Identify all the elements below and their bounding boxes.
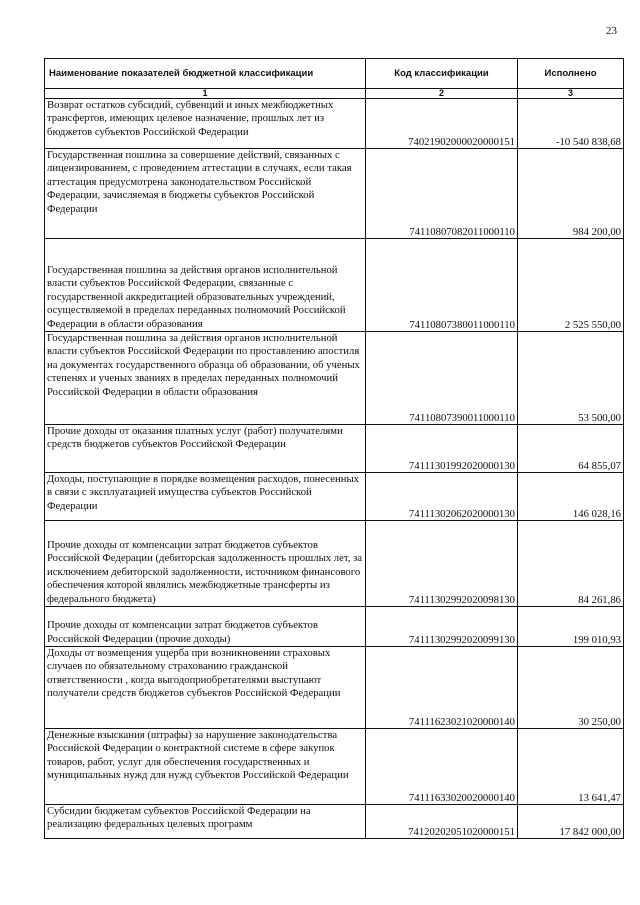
header-row [45, 59, 624, 89]
row-name: Прочие доходы от оказания платных услуг (работ) получателями средств бюджетов субъектов Российской Федерации [45, 425, 366, 473]
row-name: Денежные взыскания (штрафы) за нарушение законодательства Российской Федерации о контрактной системе в сфере закупок товаров, работ, услуг для обеспечения государственных и муниципальных нужд для нужд субъектов Российской Федерации [45, 729, 366, 805]
page-number: 23 [606, 25, 617, 37]
column-number: 3 [518, 89, 624, 99]
row-amount: 2 525 550,00 [518, 239, 624, 332]
table-row [45, 473, 624, 521]
row-code: 74111302992020098130 [366, 521, 518, 607]
table-row [45, 149, 624, 239]
row-name: Государственная пошлина за действия органов исполнительной власти субъектов Российской Федерации, связанные с государственной аккредитацией образовательных учреждений, осуществляемой в пределах переданных полномочий Российской Федерации в области образования [45, 239, 366, 332]
row-name: Прочие доходы от компенсации затрат бюджетов субъектов Российской Федерации (дебиторская задолженность прошлых лет, за исключением дебиторской задолженности, источником финансового обеспечения которой являлись межбюджетные трансферты из федерального бюджета) [45, 521, 366, 607]
row-amount: 64 855,07 [518, 425, 624, 473]
row-code: 74111301992020000130 [366, 425, 518, 473]
row-name: Доходы от возмещения ущерба при возникновении страховых случаев по обязательному страхованию гражданской ответственности , когда выгодоприобретателями выступают получатели средств бюджетов субъектов Российской Федерации [45, 647, 366, 729]
row-name: Доходы, поступающие в порядке возмещения расходов, понесенных в связи с эксплуатацией имущества субъектов Российской Федерации [45, 473, 366, 521]
row-code: 74110807390011000110 [366, 332, 518, 425]
row-name: Возврат остатков субсидий, субвенций и иных межбюджетных трансфертов, имеющих целевое назначение, прошлых лет из бюджетов субъектов Российской Федерации [45, 99, 366, 149]
column-number-row [45, 89, 624, 99]
table-row [45, 647, 624, 729]
row-amount: 146 028,16 [518, 473, 624, 521]
row-code: 74111623021020000140 [366, 647, 518, 729]
row-amount: 13 641,47 [518, 729, 624, 805]
row-name: Государственная пошлина за совершение действий, связанных с лицензированием, с проведением аттестации в случаях, если такая аттестация предусмотрена законодательством Российской Федерации, зачисляемая в бюджеты субъектов Российской Федерации [45, 149, 366, 239]
column-number: 2 [366, 89, 518, 99]
row-code: 74110807380011000110 [366, 239, 518, 332]
table-row [45, 521, 624, 607]
table-row [45, 729, 624, 805]
budget-table [44, 58, 624, 839]
table-row [45, 425, 624, 473]
table-row [45, 332, 624, 425]
row-amount: 53 500,00 [518, 332, 624, 425]
column-number: 1 [45, 89, 366, 99]
row-name: Государственная пошлина за действия органов исполнительной власти субъектов Российской Федерации по проставлению апостиля на документах государственного образца об образовании, об ученых степенях и ученых званиях в пределах переданных полномочий Российской Федерации в области образования [45, 332, 366, 425]
row-amount: -10 540 838,68 [518, 99, 624, 149]
row-amount: 984 200,00 [518, 149, 624, 239]
row-amount: 84 261,86 [518, 521, 624, 607]
row-amount: 30 250,00 [518, 647, 624, 729]
row-amount: 199 010,93 [518, 607, 624, 647]
table-row [45, 99, 624, 149]
table-row [45, 607, 624, 647]
row-code: 74021902000020000151 [366, 99, 518, 149]
row-code: 74111302992020099130 [366, 607, 518, 647]
column-header-name: Наименование показателей бюджетной классификации [45, 59, 366, 89]
row-name: Субсидии бюджетам субъектов Российской Федерации на реализацию федеральных целевых программ [45, 805, 366, 839]
row-code: 74110807082011000110 [366, 149, 518, 239]
table-row [45, 239, 624, 332]
row-amount: 17 842 000,00 [518, 805, 624, 839]
row-name: Прочие доходы от компенсации затрат бюджетов субъектов Российской Федерации (прочие доходы) [45, 607, 366, 647]
row-code: 74111633020020000140 [366, 729, 518, 805]
row-code: 74120202051020000151 [366, 805, 518, 839]
row-code: 74111302062020000130 [366, 473, 518, 521]
column-header-executed: Исполнено [518, 59, 624, 89]
column-header-code: Код классификации [366, 59, 518, 89]
table-row [45, 805, 624, 839]
